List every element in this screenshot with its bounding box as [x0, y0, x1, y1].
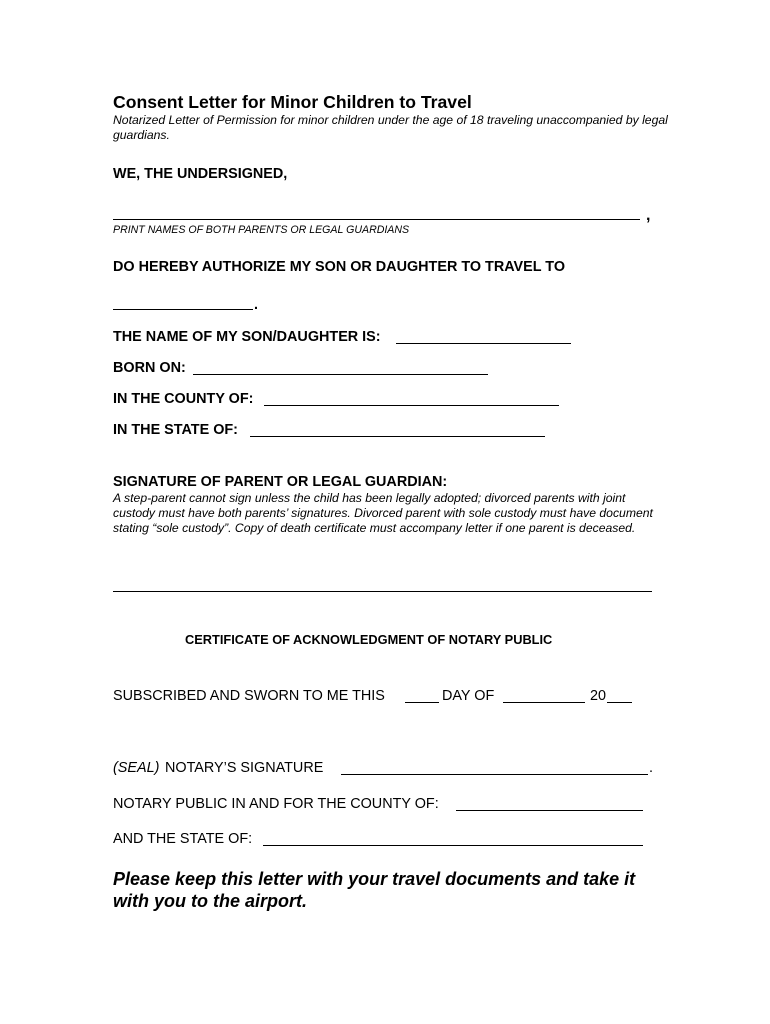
born-on-field[interactable] [193, 374, 488, 375]
closing-reminder: Please keep this letter with your travel documents and take it with you to the airport. [113, 869, 636, 911]
subscribed-label: SUBSCRIBED AND SWORN TO ME THIS [113, 688, 385, 704]
guardian-signature-field[interactable] [113, 591, 652, 592]
child-county-field[interactable] [264, 405, 559, 406]
notary-state-label: AND THE STATE OF: [113, 831, 253, 847]
year-prefix: 20 [590, 688, 607, 704]
month-field[interactable] [503, 702, 585, 703]
parent-names-comma: , [646, 207, 651, 224]
destination-field[interactable] [113, 309, 253, 310]
destination-period: . [254, 297, 258, 313]
day-of-label: DAY OF [442, 688, 495, 704]
day-field[interactable] [405, 702, 439, 703]
document-subtitle: Notarized Letter of Permission for minor children under the age of 18 traveling unaccompanied by legal guardians. [113, 113, 668, 142]
child-name-label: THE NAME OF MY SON/DAUGHTER IS: [113, 329, 381, 345]
parent-names-caption: PRINT NAMES OF BOTH PARENTS OR LEGAL GUARDIANS [113, 224, 410, 236]
notary-signature-period: . [649, 760, 653, 776]
authorization-statement: DO HEREBY AUTHORIZE MY SON OR DAUGHTER TO TRAVEL TO [113, 259, 566, 275]
child-name-field[interactable] [396, 343, 571, 344]
notary-signature-label: NOTARY’S SIGNATURE [165, 760, 324, 776]
notary-county-label: NOTARY PUBLIC IN AND FOR THE COUNTY OF: [113, 796, 439, 812]
notary-heading: CERTIFICATE OF ACKNOWLEDGMENT OF NOTARY PUBLIC [185, 632, 553, 647]
parent-names-field[interactable] [113, 219, 640, 220]
notary-county-field[interactable] [456, 810, 643, 811]
notary-state-field[interactable] [263, 845, 643, 846]
document-title: Consent Letter for Minor Children to Travel [113, 92, 472, 112]
signature-note: A step-parent cannot sign unless the child has been legally adopted; divorced parents with joint custody must have both parents’ signatures. Divorced parent with sole custody must have document stating “sole custody”. Copy of death certificate must accompany letter if one parent is deceased. [113, 491, 653, 536]
child-state-label: IN THE STATE OF: [113, 422, 238, 438]
seal-label: (SEAL) [113, 760, 160, 776]
child-county-label: IN THE COUNTY OF: [113, 391, 254, 407]
signature-heading: SIGNATURE OF PARENT OR LEGAL GUARDIAN: [113, 474, 448, 490]
child-state-field[interactable] [250, 436, 545, 437]
notary-signature-field[interactable] [341, 774, 648, 775]
born-on-label: BORN ON: [113, 360, 186, 376]
year-field[interactable] [607, 702, 632, 703]
undersigned-heading: WE, THE UNDERSIGNED, [113, 166, 288, 182]
